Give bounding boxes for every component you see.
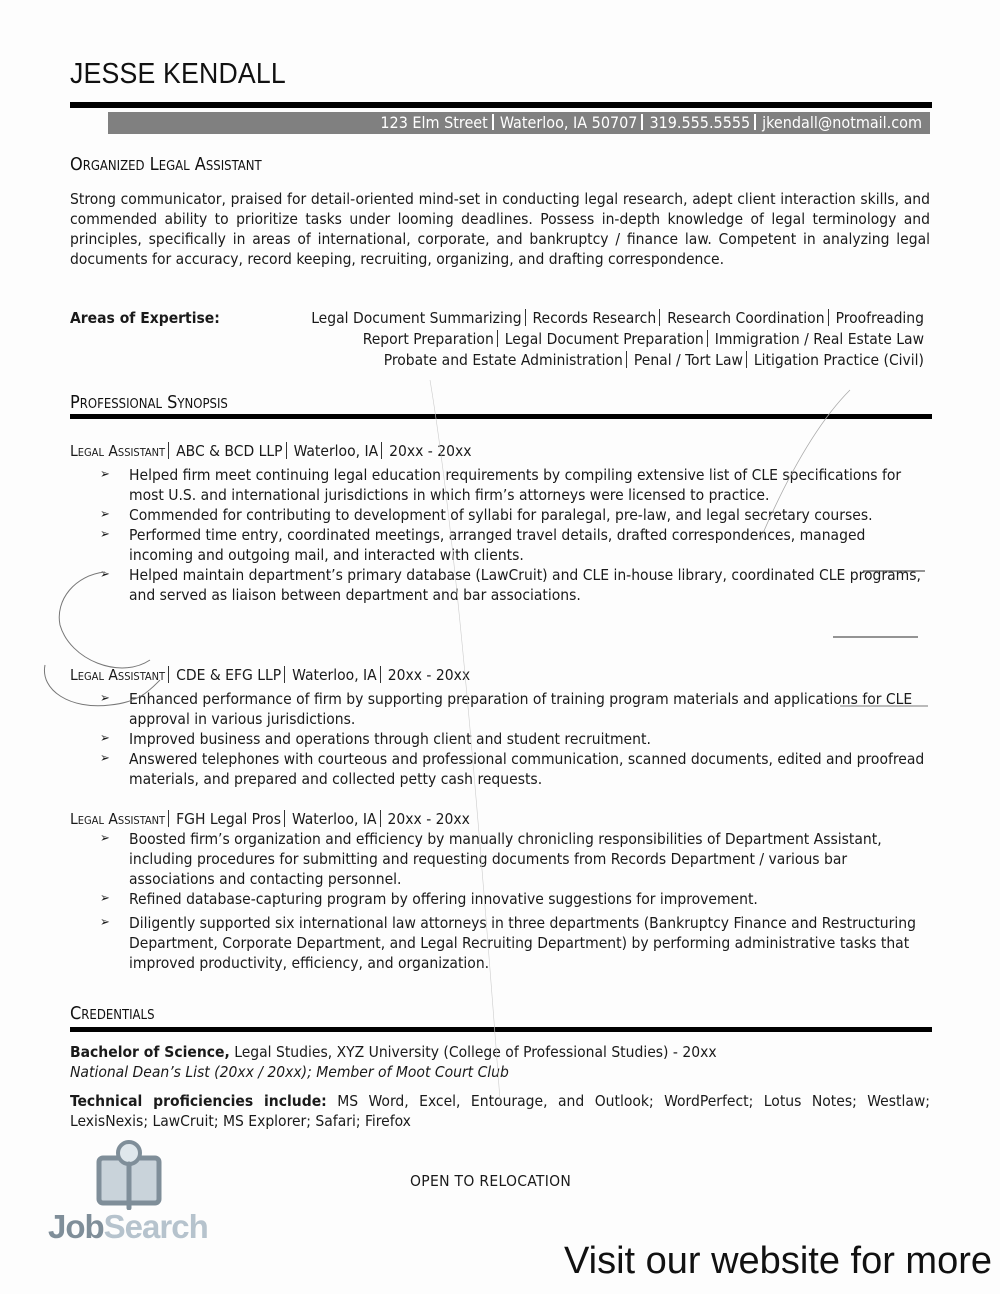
technical-proficiencies xyxy=(70,1091,930,1131)
list-item xyxy=(100,829,930,889)
divider xyxy=(286,442,287,459)
expertise-item: Proofreading xyxy=(835,309,924,327)
contact-address: 123 Elm Street xyxy=(380,113,488,132)
contact-city: Waterloo, IA 50707 xyxy=(499,113,638,132)
divider xyxy=(828,309,829,326)
arrow-bullet-icon: ➢ xyxy=(100,467,110,482)
divider xyxy=(659,309,660,326)
expertise-item: Immigration / Real Estate Law xyxy=(714,330,924,348)
list-item xyxy=(100,505,930,525)
open-to-relocation: OPEN TO RELOCATION xyxy=(410,1172,572,1190)
summary-title: Organized Legal Assistant xyxy=(70,154,262,175)
bullet-text: Performed time entry, coordinated meetings, arranged travel details, drafted correspondences, managed incoming and outgoing mail, and interacted with clients. xyxy=(129,526,866,564)
degree xyxy=(70,1042,930,1062)
expertise-item: Legal Document Preparation xyxy=(504,330,704,348)
tech-list: MS Word, Excel, Entourage, and Outlook; WordPerfect; Lotus Notes; Westlaw; LexisNexis; LawCruit; MS Explorer; Safari; Firefox xyxy=(70,1092,930,1130)
list-item xyxy=(100,565,930,605)
divider xyxy=(168,442,169,459)
degree-details: Legal Studies, XYZ University (College of Professional Studies) - 20xx xyxy=(229,1043,717,1061)
job-header xyxy=(70,442,472,460)
expertise-item: Records Research xyxy=(532,309,657,327)
job-title: Legal Assistant xyxy=(70,666,166,684)
job-company: ABC & BCD LLP xyxy=(176,442,283,460)
bullet-text: Answered telephones with courteous and professional communication, scanned documents, edited and proofread materials, and prepared and collected petty cash requests. xyxy=(129,750,925,788)
summary-text: Strong communicator, praised for detail-oriented mind-set in conducting legal research, adept client interaction skills, and commended ability to prioritize tasks under looming deadlines. Possess in-depth knowledge of legal terminology and principles, specifically in areas of international, corporate, and bankruptcy / finance law. Competent in analyzing legal documents for accuracy, record keeping, recruiting, organizing, and drafting correspondence. xyxy=(70,190,930,268)
bullet-text: Helped firm meet continuing legal education requirements by compiling extensive list of CLE specifications for most U.S. and international jurisdictions in which firm’s attorneys were licensed to practice. xyxy=(129,466,902,504)
logo-search: Search xyxy=(103,1208,208,1245)
bullet-text: Boosted firm’s organization and efficiency by manually chronicling responsibilities of Department Assistant, including procedures for submitting and requesting documents from Records Department / various bar associations and contacting personnel. xyxy=(129,830,882,888)
divider xyxy=(754,114,756,130)
expertise-item: Probate and Estate Administration xyxy=(383,351,623,369)
job-title: Legal Assistant xyxy=(70,442,166,460)
divider xyxy=(381,442,382,459)
tech-label: Technical proficiencies include: xyxy=(70,1092,327,1110)
list-item xyxy=(100,889,930,909)
job-location: Waterloo, IA xyxy=(291,810,377,828)
divider xyxy=(168,810,169,827)
expertise-line xyxy=(311,329,924,350)
job-bullets xyxy=(100,689,930,789)
job-dates: 20xx - 20xx xyxy=(387,666,471,684)
divider xyxy=(380,810,381,827)
arrow-bullet-icon: ➢ xyxy=(100,731,110,746)
divider xyxy=(168,666,169,683)
expertise-label: Areas of Expertise: xyxy=(70,309,220,327)
book-magnifier-icon xyxy=(94,1140,174,1210)
bullet-text: Helped maintain department’s primary database (LawCruit) and CLE in-house library, coordinated CLE programs, and served as liaison between department and bar associations. xyxy=(129,566,921,604)
logo-job: Job xyxy=(48,1208,104,1245)
job-header xyxy=(70,810,470,828)
expertise-item: Research Coordination xyxy=(667,309,825,327)
arrow-bullet-icon: ➢ xyxy=(100,691,110,706)
list-item xyxy=(100,525,930,565)
degree-name: Bachelor of Science, xyxy=(70,1043,230,1061)
arrow-bullet-icon: ➢ xyxy=(100,751,110,766)
arrow-bullet-icon: ➢ xyxy=(100,831,110,846)
divider xyxy=(525,309,526,326)
job-dates: 20xx - 20xx xyxy=(389,442,472,460)
arrow-bullet-icon: ➢ xyxy=(100,915,110,930)
job-location: Waterloo, IA xyxy=(293,442,379,460)
list-item xyxy=(100,729,930,749)
divider xyxy=(284,810,285,827)
list-item xyxy=(100,749,930,789)
logo-text xyxy=(48,1208,208,1246)
arrow-bullet-icon: ➢ xyxy=(100,507,110,522)
bullet-text: Improved business and operations through client and student recruitment. xyxy=(129,730,651,748)
bullet-text: Enhanced performance of firm by supporting preparation of training program materials and applications for CLE approval in various jurisdictions. xyxy=(129,690,913,728)
expertise-item: Legal Document Summarizing xyxy=(311,309,522,327)
divider xyxy=(707,330,708,347)
bullet-text: Commended for contributing to development of syllabi for paralegal, pre-law, and legal secretary courses. xyxy=(129,506,873,524)
contact-bar xyxy=(108,112,930,134)
divider xyxy=(284,666,285,683)
divider xyxy=(626,351,627,368)
synopsis-title: Professional Synopsis xyxy=(70,392,228,413)
job-dates: 20xx - 20xx xyxy=(387,810,470,828)
expertise-item: Report Preparation xyxy=(362,330,494,348)
arrow-bullet-icon: ➢ xyxy=(100,891,110,906)
job-company: CDE & EFG LLP xyxy=(176,666,282,684)
job-title: Legal Assistant xyxy=(70,810,166,828)
contact-email[interactable]: jkendall@notmail.com xyxy=(762,113,922,132)
list-item xyxy=(100,913,930,973)
synopsis-rule xyxy=(70,414,932,419)
expertise-line xyxy=(311,308,924,329)
contact-phone: 319.555.5555 xyxy=(649,113,751,132)
visit-website-link[interactable]: Visit our website for more xyxy=(563,1240,992,1282)
honors: National Dean’s List (20xx / 20xx); Member of Moot Court Club xyxy=(70,1063,509,1081)
arrow-bullet-icon: ➢ xyxy=(100,567,110,582)
job-company: FGH Legal Pros xyxy=(176,810,281,828)
credentials-title: Credentials xyxy=(70,1003,155,1024)
bullet-text: Diligently supported six international law attorneys in three departments (Bankruptcy Finance and Restructuring Department, Corporate Department, and Legal Recruiting Department) by performing administrative tasks that improved productivity, efficiency, and organization. xyxy=(129,914,916,972)
expertise-item: Penal / Tort Law xyxy=(633,351,743,369)
header-rule xyxy=(70,102,932,108)
job-bullets xyxy=(100,829,930,973)
expertise-item: Litigation Practice (Civil) xyxy=(753,351,924,369)
divider xyxy=(641,114,643,130)
expertise-line xyxy=(311,350,924,371)
job-bullets xyxy=(100,465,930,605)
divider xyxy=(497,330,498,347)
credentials-rule xyxy=(70,1027,932,1032)
list-item xyxy=(100,465,930,505)
divider xyxy=(380,666,381,683)
job-header xyxy=(70,666,470,684)
jobsearch-logo[interactable] xyxy=(48,1140,208,1250)
arrow-bullet-icon: ➢ xyxy=(100,527,110,542)
job-location: Waterloo, IA xyxy=(292,666,377,684)
list-item xyxy=(100,689,930,729)
divider xyxy=(492,114,494,130)
candidate-name: JESSE KENDALL xyxy=(70,58,286,90)
divider xyxy=(746,351,747,368)
bullet-text: Refined database-capturing program by offering innovative suggestions for improvement. xyxy=(129,890,758,908)
